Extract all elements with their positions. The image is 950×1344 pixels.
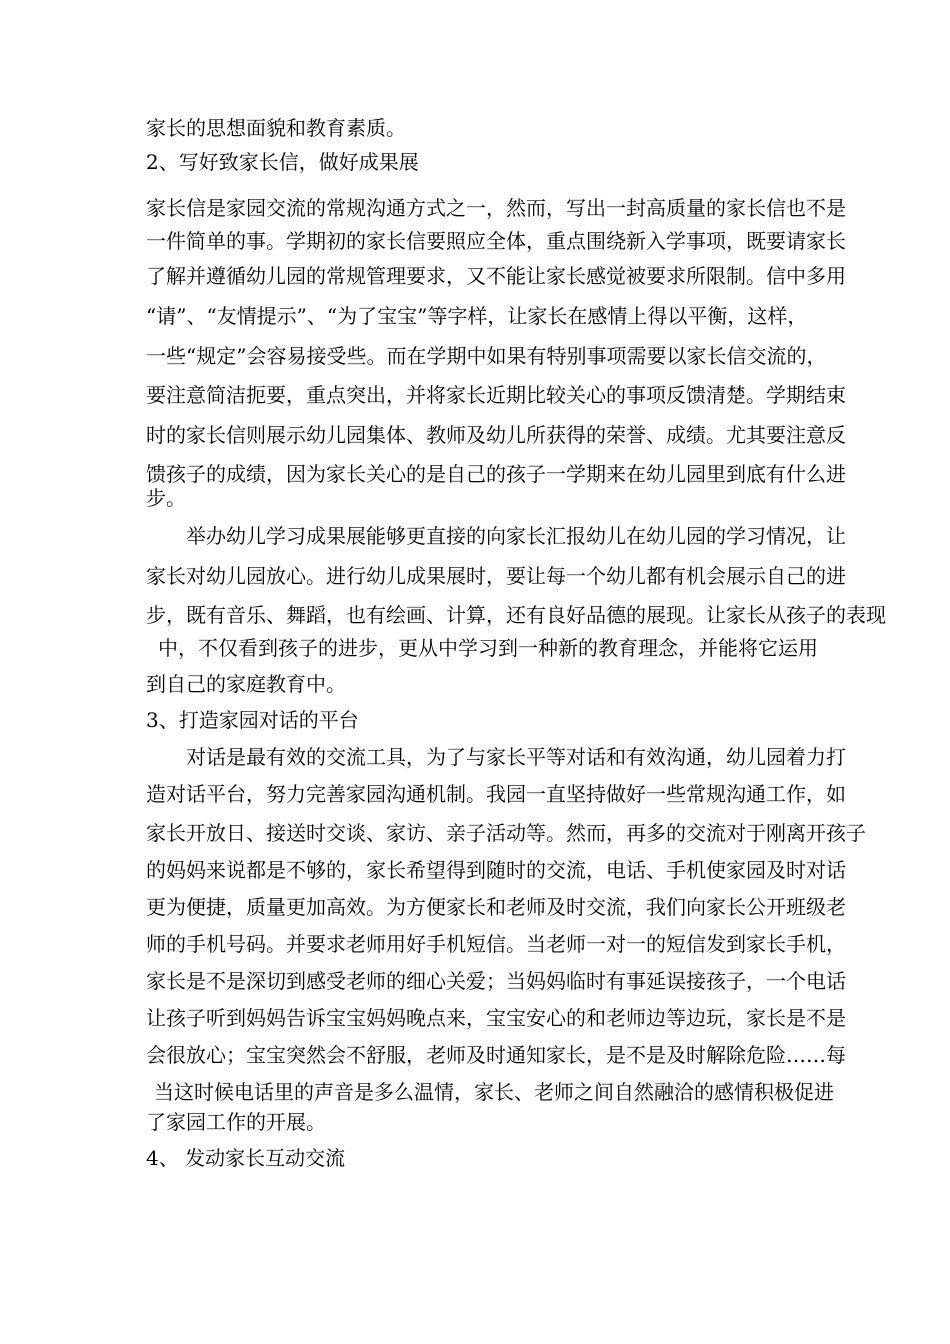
paragraph-line: 当这时候电话里的声音是多么温情，家长、老师之间自然融洽的感情积极促进 (154, 1080, 834, 1104)
paragraph-line: “请”、“友情提示”、“为了宝宝”等字样，让家长在感情上得以平衡，这样， (146, 304, 808, 328)
paragraph-line: 时的家长信则展示幼儿园集体、教师及幼儿所获得的荣誉、成绩。尤其要注意反 (146, 423, 846, 447)
section-heading-4: 4、 发动家长互动交流 (146, 1146, 346, 1170)
paragraph-line: 举办幼儿学习成果展能够更直接的向家长汇报幼儿在幼儿园的学习情况，让 (186, 524, 846, 548)
paragraph-line: 家长对幼儿园放心。进行幼儿成果展时，要让每一个幼儿都有机会展示自己的进 (146, 564, 846, 588)
paragraph-line: 更为便捷，质量更加高效。为方便家长和老师及时交流，我们向家长公开班级老 (146, 895, 846, 919)
paragraph-line: 家长的思想面貌和教育素质。 (146, 116, 406, 140)
paragraph-line: 步。 (146, 486, 186, 510)
paragraph-line: 步，既有音乐、舞蹈，也有绘画、计算，还有良好品德的展现。让家长从孩子的表现 (146, 603, 886, 627)
paragraph-line: 家长信是家园交流的常规沟通方式之一，然而，写出一封高质量的家长信也不是 (146, 196, 846, 220)
paragraph-line: 师的手机号码。并要求老师用好手机短信。当老师一对一的短信发到家长手机， (146, 932, 846, 956)
paragraph-line: 了解并遵循幼儿园的常规管理要求，又不能让家长感觉被要求所限制。信中多用 (146, 264, 846, 288)
paragraph-line: 让孩子听到妈妈告诉宝宝妈妈晚点来，宝宝安心的和老师边等边玩，家长是不是 (146, 1006, 846, 1030)
paragraph-line: 一些“规定”会容易接受些。而在学期中如果有特别事项需要以家长信交流的， (146, 344, 827, 368)
paragraph-line: 馈孩子的成绩，因为家长关心的是自己的孩子一学期来在幼儿园里到底有什么进 (146, 462, 846, 486)
paragraph-line: 对话是最有效的交流工具，为了与家长平等对话和有效沟通，幼儿园着力打 (186, 745, 846, 769)
paragraph-line: 一件简单的事。学期初的家长信要照应全体，重点围绕新入学事项，既要请家长 (146, 229, 846, 253)
paragraph-line: 会很放心；宝宝突然会不舒服，老师及时通知家长，是不是及时解除危险……每 (146, 1043, 846, 1067)
paragraph-line: 家长开放日、接送时交谈、家访、亲子活动等。然而，再多的交流对于刚离开孩子 (146, 821, 866, 845)
section-heading-2: 2、写好致家长信，做好成果展 (146, 150, 419, 174)
paragraph-line: 的妈妈来说都是不够的，家长希望得到随时的交流，电话、手机使家园及时对话 (146, 858, 846, 882)
paragraph-line: 了家园工作的开展。 (146, 1110, 326, 1134)
paragraph-line: 家长是不是深切到感受老师的细心关爱；当妈妈临时有事延误接孩子，一个电话 (146, 969, 846, 993)
paragraph-line: 中，不仅看到孩子的进步，更从中学习到一种新的教育理念，并能将它运用 (158, 636, 818, 660)
paragraph-line: 要注意简洁扼要，重点突出，并将家长近期比较关心的事项反馈清楚。学期结束 (146, 383, 846, 407)
paragraph-line: 造对话平台，努力完善家园沟通机制。我园一直坚持做好一些常规沟通工作，如 (146, 782, 846, 806)
paragraph-line: 到自己的家庭教育中。 (146, 672, 346, 696)
section-heading-3: 3、打造家园对话的平台 (146, 708, 359, 732)
